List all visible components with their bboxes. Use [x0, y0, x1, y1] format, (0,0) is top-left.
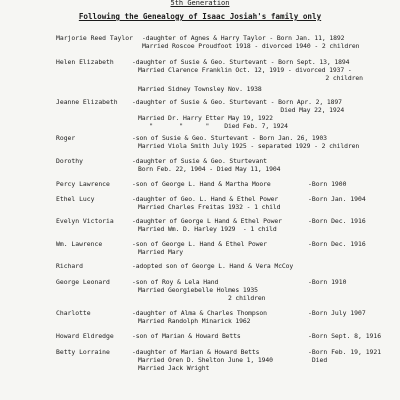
- entry-line: -daughter of George L Hand & Ethel Power: [132, 217, 282, 225]
- entry-line: -daughter of Susie & Geo. Sturtevant - Born Sept. 13, 1894: [132, 58, 350, 66]
- entry-name: Marjorie Reed Taylor: [56, 34, 133, 42]
- entry-line: 2 children: [138, 74, 363, 82]
- entry-line: -daughter of Susie & Geo. Sturtevant: [132, 157, 267, 165]
- entry-name: Wm. Lawrence: [56, 240, 103, 248]
- entry-line: -adopted son of George L. Hand & Vera McCoy: [132, 262, 294, 270]
- entry-line: Married Mary: [138, 248, 183, 256]
- entry-line: -daughter of Geo. L. Hand & Ethel Power: [132, 195, 279, 203]
- entry-death: Died: [308, 356, 328, 364]
- entry-line: Married Oren D. Shelton June 1, 1940: [138, 356, 273, 364]
- entry-line: -son of George L. Hand & Ethel Power: [132, 240, 267, 248]
- entry-line: -son of Susie & Geo. Sturtevant - Born Jan. 26, 1903: [132, 134, 327, 142]
- entry-line: -daughter of Marian & Howard Betts: [132, 348, 260, 356]
- entry-line: Died May 22, 1924: [138, 106, 345, 114]
- entry-line: Born Feb. 22, 1904 - Died May 11, 1904: [138, 165, 281, 173]
- entry-line: Married Roscoe Proudfoot 1918 - divorced 1940 - 2 children: [142, 42, 360, 50]
- entry-line: Married Charles Freitas 1932 - 1 child: [138, 203, 281, 211]
- entry-birth: -Born July 1907: [308, 309, 366, 317]
- entry-name: Percy Lawrence: [56, 180, 110, 188]
- entry-name: Charlotte: [56, 309, 91, 317]
- entry-line: -daughter of Alma & Charles Thompson: [132, 309, 267, 317]
- entry-birth: -Born Dec. 1916: [308, 217, 366, 225]
- entry-name: George Leonard: [56, 278, 110, 286]
- entry-line: Married Wm. D. Harley 1929 - 1 child: [138, 225, 277, 233]
- entry-line: Married Dr. Harry Etter May 19, 1922: [138, 114, 273, 122]
- entry-line: Married Jack Wright: [138, 364, 210, 372]
- entry-name: Howard Eldredge: [56, 332, 114, 340]
- entry-birth: -Born 1910: [308, 278, 347, 286]
- entry-line: Married Viola Smith July 1925 - separated 1929 - 2 children: [138, 142, 360, 150]
- entry-birth: -Born Sept. 8, 1916: [308, 332, 382, 340]
- entry-line: -son of Roy & Lela Hand: [132, 278, 219, 286]
- entry-line: Married Randolph Minarick 1962: [138, 317, 251, 325]
- entry-name: Dorothy: [56, 157, 83, 165]
- entry-line: Married Clarence Franklin Oct. 12, 1919 - divorced 1937 -: [138, 66, 352, 74]
- entry-line: Married Sidney Townsley Nov. 1938: [138, 85, 262, 93]
- entry-line: -son of George L. Hand & Martha Moore: [132, 180, 271, 188]
- generation-title: 5th Generation: [170, 0, 230, 7]
- entry-name: Roger: [56, 134, 76, 142]
- entry-name: Jeanne Elizabeth: [56, 98, 118, 106]
- entry-birth: -Born 1900: [308, 180, 347, 188]
- entry-line: Married Georgiebelle Holmes 1935: [138, 286, 258, 294]
- entry-birth: -Born Feb. 19, 1921: [308, 348, 382, 356]
- entry-line: -daughter of Agnes & Harry Taylor - Born Jan. 11, 1892: [142, 34, 345, 42]
- entry-birth: -Born Dec. 1916: [308, 240, 366, 248]
- entry-name: Ethel Lucy: [56, 195, 95, 203]
- entry-line: -daughter of Susie & Geo. Sturtevant - Born Apr. 2, 1897: [132, 98, 342, 106]
- entry-line: 2 children: [138, 294, 266, 302]
- entry-name: Richard: [56, 262, 83, 270]
- entry-line: -son of Marian & Howard Betts: [132, 332, 241, 340]
- entry-line: " " " Died Feb. 7, 1924: [138, 122, 288, 130]
- entry-birth: -Born Jan. 1904: [308, 195, 366, 203]
- entry-name: Evelyn Victoria: [56, 217, 114, 225]
- page-subtitle: Following the Genealogy of Isaac Josiah's family only: [78, 12, 322, 21]
- entry-name: Helen Elizabeth: [56, 58, 114, 66]
- entry-name: Betty Lorraine: [56, 348, 110, 356]
